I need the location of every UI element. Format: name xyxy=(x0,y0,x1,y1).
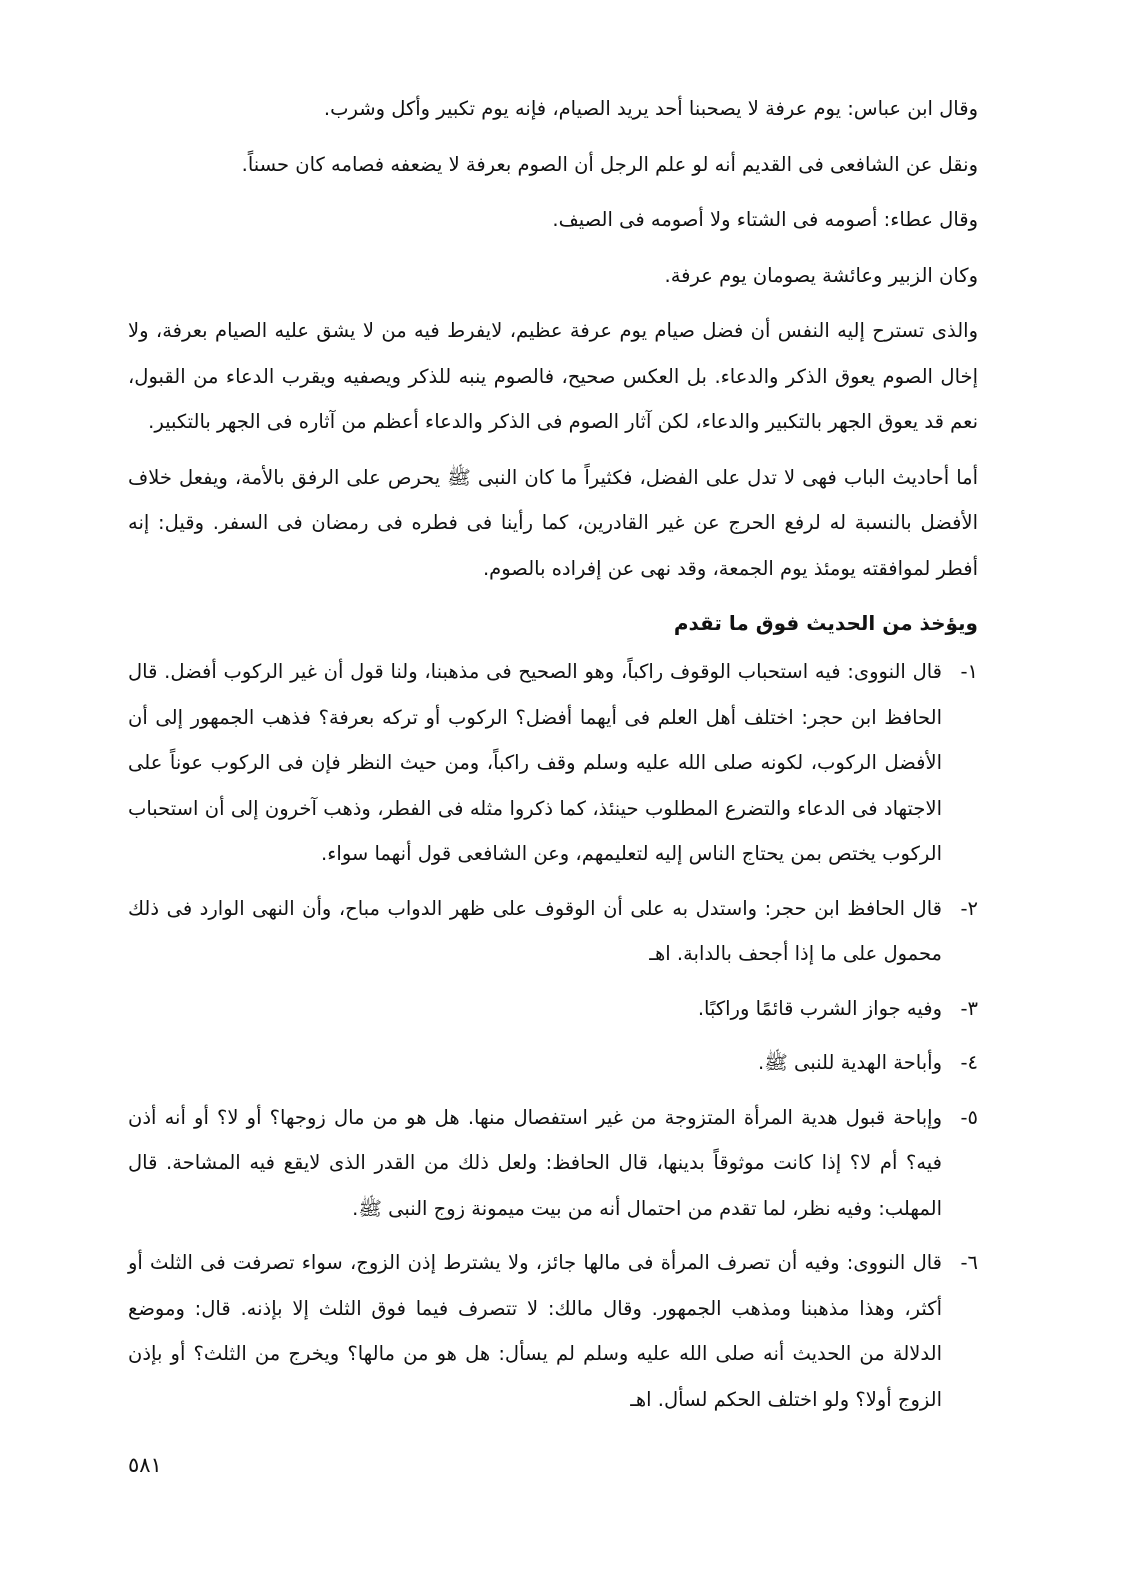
paragraph-zubair-aisha: وكان الزبير وعائشة يصومان يوم عرفة. xyxy=(664,263,978,287)
list-item xyxy=(128,1040,978,1086)
item-number: ٢- xyxy=(960,896,978,920)
list-item xyxy=(128,1240,978,1422)
item-number: ٣- xyxy=(960,996,978,1020)
list-item xyxy=(128,1095,978,1232)
item-number: ٥- xyxy=(960,1105,978,1129)
item-text: وفيه جواز الشرب قائمًا وراكبًا. xyxy=(697,996,942,1020)
list-item xyxy=(128,649,978,877)
paragraph-ata: وقال عطاء: أصومه فى الشتاء ولا أصومه فى الصيف. xyxy=(552,208,978,231)
item-text: قال النووى: فيه استحباب الوقوف راكباً، وهو الصحيح فى مذهبنا، ولنا قول أن غير الركوب أفضل. قال الحافظ ابن حجر: اختلف أهل العلم فى أيهما أفضل؟ الركوب أو تركه بعرفة؟ فذهب الجمهور إلى أن الأفضل الركوب، لكونه صلى الله عليه وسلم وقف راكباً، ومن حيث النظر فإن فى الركوب عوناً على الاجتهاد فى الدعاء والتضرع المطلوب حينئذ، كما ذكروا مثله فى الفطر، وذهب آخرون إلى أن استحباب الركوب يختص بمن يحتاج الناس إليه لتعليمهم، وعن الشافعى قول أنهما سواء. xyxy=(128,660,942,865)
item-number: ٦- xyxy=(960,1251,978,1274)
list-item xyxy=(128,886,978,977)
paragraph-shafii: ونقل عن الشافعى فى القديم أنه لو علم الرجل أن الصوم بعرفة لا يضعفه فصامه كان حسناً. xyxy=(241,152,978,176)
item-text: وأباحة الهدية للنبى ﷺ. xyxy=(758,1051,942,1074)
list-item xyxy=(128,986,978,1032)
page-number: ٥٨١ xyxy=(128,1453,162,1477)
page-body xyxy=(128,86,978,1431)
section-heading: ويؤخذ من الحديث فوق ما تقدم xyxy=(673,611,978,635)
paragraph-hadith-chapter: أما أحاديث الباب فهى لا تدل على الفضل، فكثيراً ما كان النبى ﷺ يحرص على الرفق بالأمة، ويفعل خلاف الأفضل بالنسبة له لرفع الحرج عن غير القادرين، كما رأينا فى فطره فى رمضان فى السفر. وقيل: إنه أفطر لموافقته يومئذ يوم الجمعة، وقد نهى عن إفراده بالصوم. xyxy=(128,465,978,580)
paragraph-ibn-abbas: وقال ابن عباس: يوم عرفة لا يصحبنا أحد يريد الصيام، فإنه يوم تكبير وأكل وشرب. xyxy=(323,97,978,120)
paragraph-fasting-virtue: والذى تسترح إليه النفس أن فضل صيام يوم عرفة عظيم، لايفرط فيه من لا يشق عليه الصيام بعرفة، ولا إخال الصوم يعوق الذكر والدعاء. بل العكس صحيح، فالصوم ينبه للذكر ويصفيه ويقرب الدعاء من القبول، نعم قد يعوق الجهر بالتكبير والدعاء، لكن آثار الصوم فى الذكر والدعاء أعظم من آثاره فى الجهر بالتكبير. xyxy=(128,319,978,433)
item-text: وإباحة قبول هدية المرأة المتزوجة من غير استفصال منها. هل هو من مال زوجها؟ أو لا؟ أو أنه أذن فيه؟ أم لا؟ إذا كانت موثوقاً بدينها، قال الحافظ: ولعل ذلك من القدر الذى لايقع فيه المشاحة. قال المهلب: وفيه نظر، لما تقدم من احتمال أنه من بيت ميمونة زوج النبى ﷺ. xyxy=(128,1105,942,1220)
item-text: قال النووى: وفيه أن تصرف المرأة فى مالها جائز، ولا يشترط إذن الزوج، سواء تصرفت فى الثلث أو أكثر، وهذا مذهبنا ومذهب الجمهور. وقال مالك: لا تتصرف فيما فوق الثلث إلا بإذنه. قال: وموضع الدلالة من الحديث أنه صلى الله عليه وسلم لم يسأل: هل هو من مالها؟ ويخرج من الثلث؟ أو بإذن الزوج أولا؟ ولو اختلف الحكم لسأل. اهـ xyxy=(128,1251,942,1411)
item-number: ٤- xyxy=(960,1051,978,1074)
item-text: قال الحافظ ابن حجر: واستدل به على أن الوقوف على ظهر الدواب مباح، وأن النهى الوارد فى ذلك محمول على ما إذا أجحف بالدابة. اهـ xyxy=(128,896,942,965)
item-number: ١- xyxy=(960,660,978,683)
